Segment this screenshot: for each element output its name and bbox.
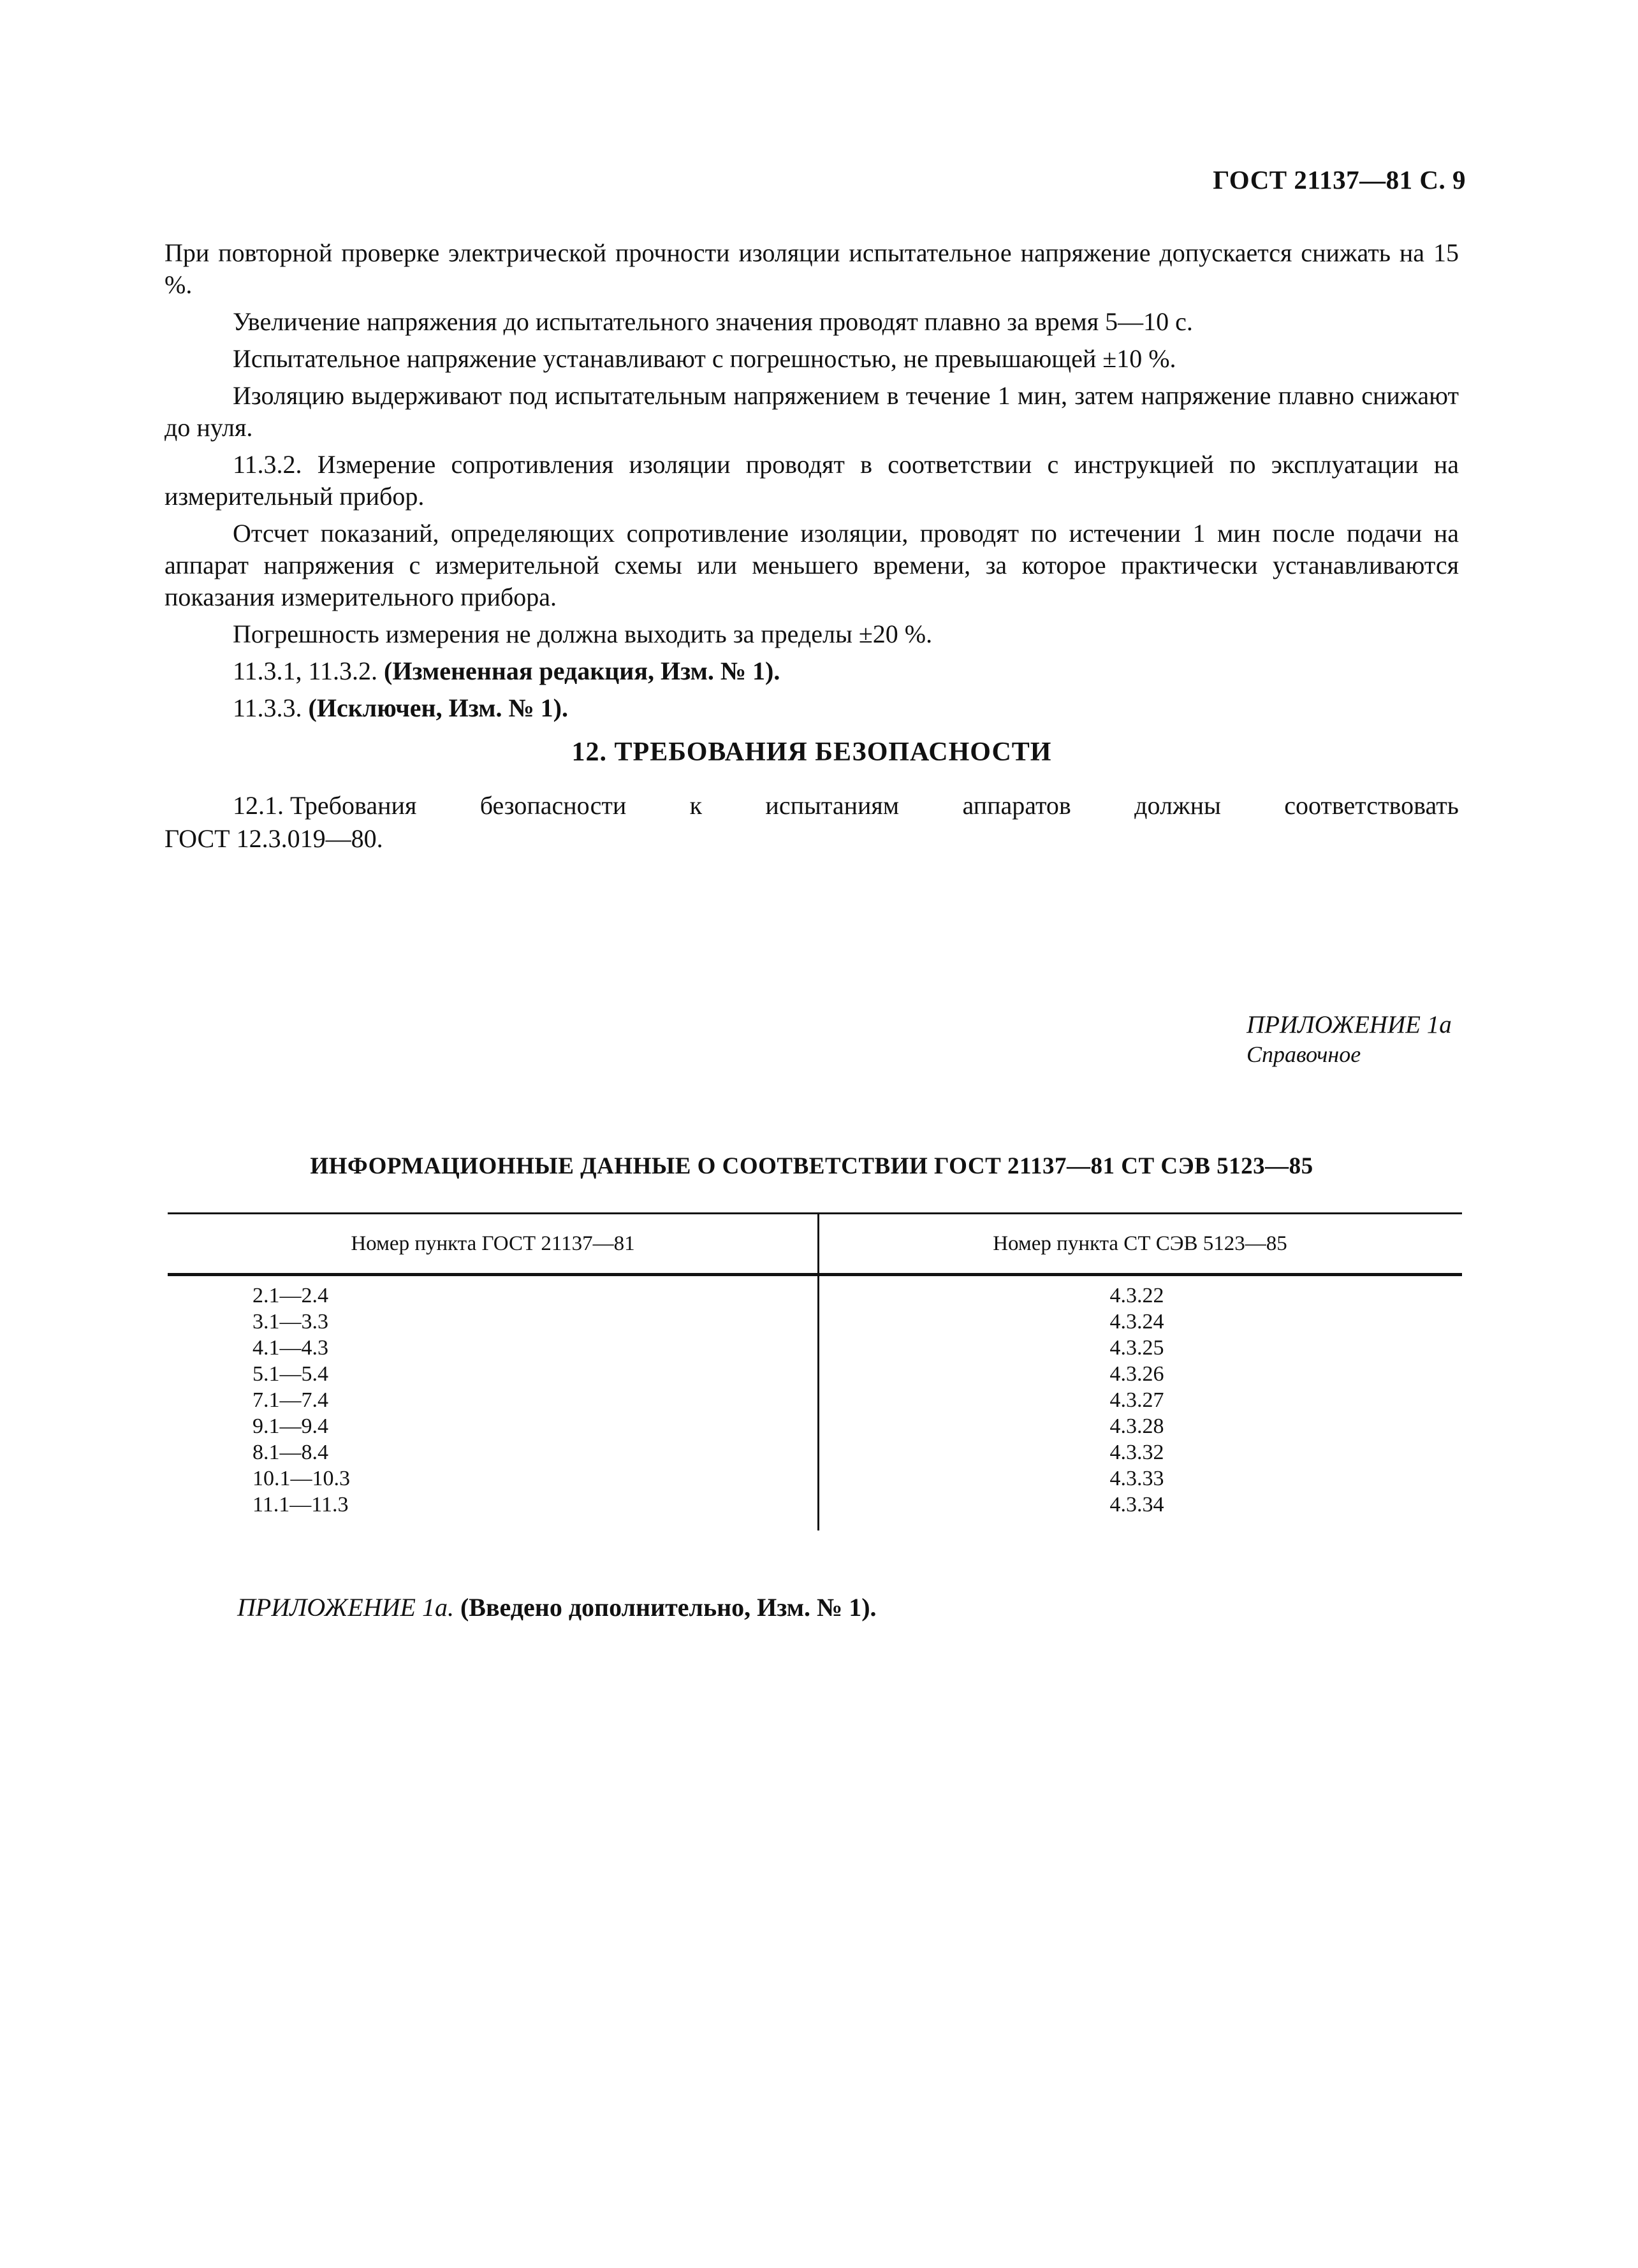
paragraph: Отсчет показаний, определяющих сопротивление изоляции, проводят по истечении 1 мин после подачи на аппарат напряжения с измерительной схемы или меньшего времени, за которое практически устанавливаются показания измерительного прибора. <box>165 519 1459 611</box>
paragraph: 11.3.2. Измерение сопротивления изоляции проводят в соответствии с инструкцией по эксплуатации на измерительный прибор. <box>165 450 1459 511</box>
paragraph: Испытательное напряжение устанавливают с погрешностью, не превышающей ±10 %. <box>233 344 1176 373</box>
section-paragraph-word: должны <box>1134 791 1221 820</box>
table-cell-gost: 9.1—9.4 <box>252 1414 328 1438</box>
section-paragraph <box>165 789 1459 855</box>
table-cell-st-sev: 4.3.34 <box>1109 1493 1164 1516</box>
table-cell-gost: 5.1—5.4 <box>252 1362 328 1386</box>
table-column-st-sev <box>818 1276 1462 1518</box>
table-cell-st-sev: 4.3.27 <box>1109 1388 1164 1412</box>
body-text <box>165 237 1459 729</box>
table-title: ИНФОРМАЦИОННЫЕ ДАННЫЕ О СООТВЕТСТВИИ ГОСТ 21137—81 СТ СЭВ 5123—85 <box>310 1153 1313 1179</box>
section-heading: 12. ТРЕБОВАНИЯ БЕЗОПАСНОСТИ <box>571 738 1052 767</box>
footnote <box>237 1592 877 1622</box>
table-cell-gost: 11.1—11.3 <box>252 1493 349 1516</box>
table-column-gost <box>168 1276 818 1518</box>
footnote-bold: (Введено дополнительно, Изм. № 1). <box>460 1593 877 1622</box>
table-column-divider <box>817 1212 819 1530</box>
table-cell-st-sev: 4.3.26 <box>1109 1362 1164 1386</box>
section-paragraph-word: 12.1. Требования <box>233 791 417 820</box>
table-cell-st-sev: 4.3.28 <box>1109 1414 1164 1438</box>
amendment-note-2-prefix: 11.3.3. <box>233 694 309 722</box>
correspondence-table <box>168 1212 1462 1518</box>
amendment-note-1 <box>165 655 1459 687</box>
table-cell-st-sev: 4.3.33 <box>1109 1467 1164 1490</box>
amendment-note-2 <box>165 692 1459 724</box>
amendment-note-1-prefix: 11.3.1, 11.3.2. <box>233 657 384 685</box>
table-cell-st-sev: 4.3.22 <box>1109 1284 1164 1307</box>
amendment-note-1-bold: (Измененная редакция, Изм. № 1). <box>384 657 780 685</box>
table-cell-st-sev: 4.3.32 <box>1109 1441 1164 1464</box>
table-body <box>168 1276 1462 1518</box>
section-paragraph-line-1 <box>165 789 1459 822</box>
section-paragraph-word: к <box>689 791 703 820</box>
paragraph: Изоляцию выдерживают под испытательным напряжением в течение 1 мин, затем напряжение плавно снижают до нуля. <box>165 381 1459 442</box>
page-header: ГОСТ 21137—81 С. 9 <box>1213 165 1466 194</box>
paragraph: Увеличение напряжения до испытательного значения проводят плавно за время 5—10 с. <box>233 307 1193 336</box>
table-cell-st-sev: 4.3.25 <box>1109 1336 1164 1360</box>
table-cell-gost: 3.1—3.3 <box>252 1310 328 1334</box>
table-cell-st-sev: 4.3.24 <box>1109 1310 1164 1334</box>
appendix-type: Справочное <box>1247 1042 1361 1067</box>
appendix-title: ПРИЛОЖЕНИЕ 1а <box>1247 1011 1452 1038</box>
table-cell-gost: 7.1—7.4 <box>252 1388 328 1412</box>
table-header-gost: Номер пункта ГОСТ 21137—81 <box>351 1232 635 1255</box>
section-paragraph-word: соответствовать <box>1284 791 1459 820</box>
table-header-row <box>168 1214 1462 1273</box>
paragraph-list <box>165 237 1459 650</box>
amendment-note-2-bold: (Исключен, Изм. № 1). <box>308 694 568 722</box>
footnote-italic: ПРИЛОЖЕНИЕ 1а. <box>237 1593 454 1622</box>
section-paragraph-word: испытаниям <box>765 791 900 820</box>
table-header-st-sev: Номер пункта СТ СЭВ 5123—85 <box>993 1232 1287 1255</box>
appendix-label <box>1247 1010 1452 1069</box>
table-cell-gost: 10.1—10.3 <box>252 1467 350 1490</box>
section-paragraph-word: аппаратов <box>962 791 1071 820</box>
table-cell-gost: 8.1—8.4 <box>252 1441 328 1464</box>
paragraph: При повторной проверке электрической прочности изоляции испытательное напряжение допускается снижать на 15 %. <box>165 238 1459 299</box>
table-cell-gost: 4.1—4.3 <box>252 1336 328 1360</box>
section-paragraph-line-2: ГОСТ 12.3.019—80. <box>165 824 383 853</box>
paragraph: Погрешность измерения не должна выходить за пределы ±20 %. <box>233 620 933 648</box>
section-paragraph-word: безопасности <box>479 791 627 820</box>
table-cell-gost: 2.1—2.4 <box>252 1284 328 1307</box>
